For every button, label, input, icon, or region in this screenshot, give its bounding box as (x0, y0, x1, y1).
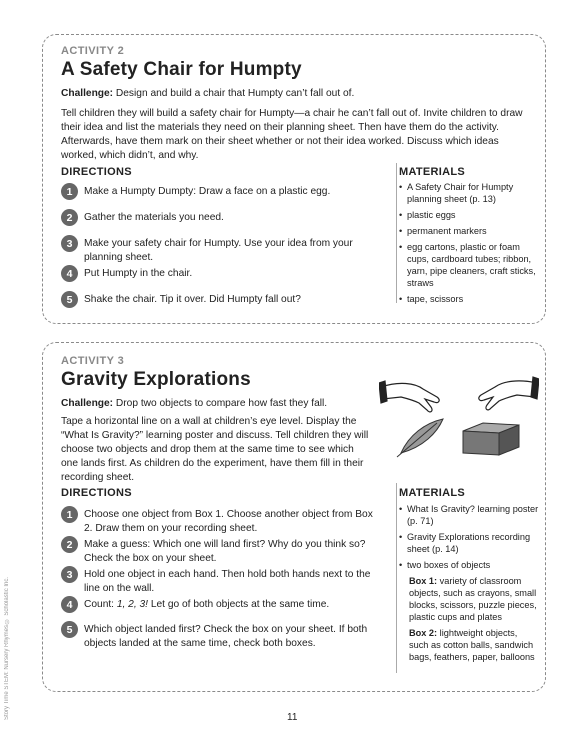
box-1-text: variety of classroom objects, such as crayons, small blocks, scissors, puzzle pieces, plastic cups and plates (409, 576, 537, 622)
step-number-badge: 1 (61, 506, 78, 523)
box-1-description (399, 575, 539, 623)
materials-header: MATERIALS (399, 487, 466, 499)
challenge (61, 87, 531, 101)
material-item: • A Safety Chair for Humpty planning sheet (p. 13) (399, 181, 539, 205)
intro-paragraph: Tell children they will build a safety chair for Humpty—a chair he can’t fall out of. Invite children to draw their idea and list the materials they need on their planning sheet. Then have them do the activity. Afterwards, have them mark on their sheet whether or not their idea worked. Discuss which ideas worked, which didn’t, and why. (61, 108, 523, 161)
step-text: Make a guess: Which one will land first? Why do you think so? Check the box on your sheet. (84, 539, 366, 564)
activity-2-card (42, 34, 546, 324)
step-number-badge: 5 (61, 291, 78, 308)
step-2 (61, 538, 381, 566)
page-number: 11 (287, 712, 298, 723)
step-text: Make a Humpty Dumpty: Draw a face on a plastic egg. (84, 186, 331, 197)
challenge-text: Design and build a chair that Humpty can’t fall out of. (113, 88, 355, 99)
material-item: • plastic eggs (399, 209, 539, 221)
step-text: Choose one object from Box 1. Choose another object from Box 2. Draw them on your recording sheet. (84, 509, 373, 534)
column-divider (396, 163, 397, 303)
activity-label: ACTIVITY 2 (61, 45, 125, 57)
activity-label: ACTIVITY 3 (61, 355, 125, 367)
box-1-label: Box 1: (409, 576, 438, 586)
activity-3-card (42, 342, 546, 692)
step-1 (61, 185, 381, 200)
step-3 (61, 237, 361, 265)
step-text: Put Humpty in the chair. (84, 268, 193, 279)
step-number-badge: 5 (61, 621, 78, 638)
material-item: • two boxes of objects (399, 559, 539, 571)
challenge (61, 397, 391, 411)
step-number-badge: 3 (61, 235, 78, 252)
challenge-label: Challenge: (61, 88, 114, 99)
materials-list (399, 503, 539, 667)
materials-header: MATERIALS (399, 166, 466, 178)
step-number-badge: 2 (61, 536, 78, 553)
material-item: • permanent markers (399, 225, 539, 237)
step-text: Make your safety chair for Humpty. Use your idea from your planning sheet. (84, 238, 353, 263)
step-4 (61, 598, 381, 613)
step-text: Gather the materials you need. (84, 212, 224, 223)
box-2-label: Box 2: (409, 628, 438, 638)
copyright-footer: Story Time STEM: Nursery Rhymes © Scholastic Inc. (4, 576, 10, 720)
step-4 (61, 267, 381, 282)
step-text: Shake the chair. Tip it over. Did Humpty fall out? (84, 294, 301, 305)
step-number-badge: 2 (61, 209, 78, 226)
step-number-badge: 1 (61, 183, 78, 200)
step-text-italic: 1, 2, 3! (116, 599, 149, 610)
right-hand-icon (479, 377, 539, 410)
material-item: • What Is Gravity? learning poster (p. 71) (399, 503, 539, 527)
hands-dropping-objects-illustration (379, 373, 539, 463)
block-icon (463, 423, 519, 455)
material-item: • egg cartons, plastic or foam cups, cardboard tubes; ribbon, yarn, pipe cleaners, craft sticks, straws (399, 241, 539, 289)
directions-header: DIRECTIONS (61, 487, 132, 499)
materials-list (399, 181, 539, 309)
feather-icon (397, 419, 443, 457)
step-number-badge: 4 (61, 596, 78, 613)
step-1 (61, 508, 381, 536)
intro-paragraph: Tape a horizontal line on a wall at children’s eye level. Display the “What Is Gravity?” learning poster and discuss. Tell children they will choose two objects and drop them at the same time to see which one lands first. As children do the experiment, have them fill in their recording sheet. (61, 416, 369, 483)
step-text-pre: Count: (84, 599, 117, 610)
step-text: Which object landed first? Check the box on your sheet. If both objects landed at the same time, check both boxes. (84, 624, 368, 649)
step-text: Hold one object in each hand. Then hold both hands next to the line on the wall. (84, 569, 371, 594)
step-2 (61, 211, 381, 226)
directions-header: DIRECTIONS (61, 166, 132, 178)
step-text-post: Let go of both objects at the same time. (148, 599, 330, 610)
step-text (84, 598, 329, 612)
material-item: • Gravity Explorations recording sheet (p. 14) (399, 531, 539, 555)
step-5 (61, 623, 381, 651)
material-item: • tape, scissors (399, 293, 539, 305)
challenge-text: Drop two objects to compare how fast they fall. (113, 398, 328, 409)
box-2-description (399, 627, 539, 663)
activity-title: A Safety Chair for Humpty (61, 59, 302, 80)
challenge-label: Challenge: (61, 398, 114, 409)
step-number-badge: 3 (61, 566, 78, 583)
step-5 (61, 293, 381, 308)
step-3 (61, 568, 381, 596)
activity-title: Gravity Explorations (61, 369, 251, 390)
step-number-badge: 4 (61, 265, 78, 282)
box-2-text: lightweight objects, such as cotton balls, sandwich bags, feathers, paper, balloons (409, 628, 535, 662)
column-divider (396, 483, 397, 673)
